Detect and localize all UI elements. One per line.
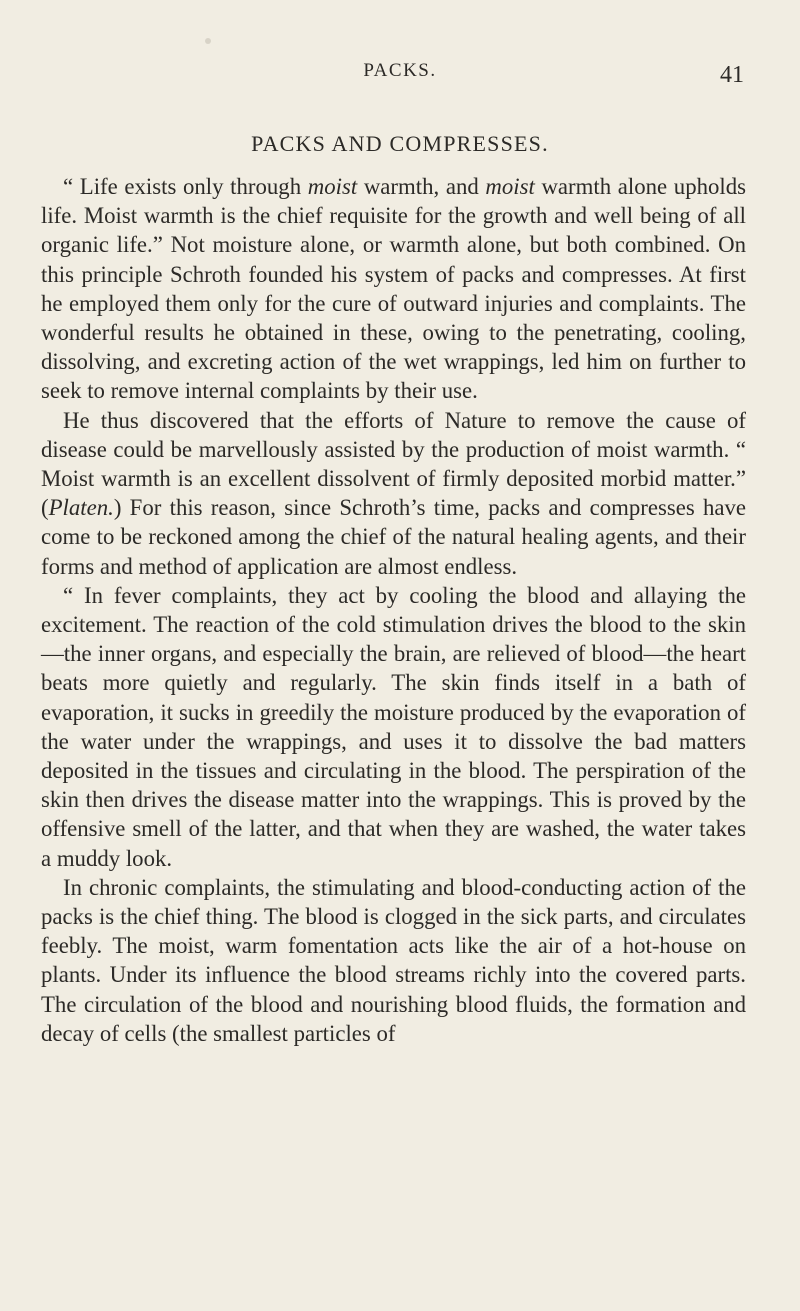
emphasis-moist-1: moist: [307, 174, 358, 199]
paragraph-1: [41, 172, 746, 406]
paragraph-2-text-b: ) For this reason, since Schroth’s time, packs and compresses have come to be reckoned among the chief of the natural healing agents, and their forms and method of application are almost endless.: [41, 495, 746, 579]
page-number: 41: [720, 62, 744, 88]
paragraph-2-text-a: He thus discovered that the efforts of Nature to remove the cause of disease could be marvellously assisted by the production of moist warmth. “ Moist warmth is an excellent dissolvent of firmly deposited morbid matter.” (: [41, 407, 746, 521]
running-head: [0, 60, 800, 100]
paper-blemish: [205, 38, 211, 44]
paragraph-1-text-a: “ Life exists only through: [63, 174, 308, 199]
running-title: PACKS.: [363, 60, 437, 81]
paragraph-1-text-b: warmth, and: [357, 174, 486, 199]
paragraph-3: “ In fever complaints, they act by cooling the blood and allaying the excitement. The reaction of the cold stimulation drives the blood to the skin—the inner organs, and especially the brain, are relieved of blood—the heart beats more quietly and regularly. The skin finds itself in a bath of evaporation, it sucks in greedily the moisture produced by the evaporation of the water under the wrappings, and uses it to dissolve the bad matters deposited in the tissues and circulating in the blood. The perspiration of the skin then drives the disease matter into the wrappings. This is proved by the offensive smell of the latter, and that when they are washed, the water takes a muddy look.: [41, 582, 746, 871]
section-title: PACKS AND COMPRESSES.: [251, 131, 549, 156]
body-text: [41, 172, 746, 1048]
paragraph-4: In chronic complaints, the stimulating and blood-conducting action of the packs is the chief thing. The blood is clogged in the sick parts, and circulates feebly. The moist, warm fomentation acts like the air of a hot-house on plants. Under its influence the blood streams richly into the covered parts. The circulation of the blood and nourishing blood fluids, the formation and decay of cells (the smallest particles of: [41, 874, 746, 1046]
emphasis-moist-2: moist: [485, 174, 535, 199]
paragraph-1-text-c: warmth alone upholds life. Moist warmth is the chief requisite for the growth and well being of all organic life.” Not moisture alone, or warmth alone, but both combined. On this principle Schroth founded his system of packs and compresses. At first he employed them only for the cure of outward injuries and complaints. The wonderful results he obtained in these, owing to the penetrating, cooling, dissolving, and excreting action of the wet wrappings, led him on further to seek to remove internal complaints by their use.: [41, 174, 746, 404]
citation-platen: Platen.: [48, 495, 114, 521]
paragraph-2: [41, 406, 746, 581]
